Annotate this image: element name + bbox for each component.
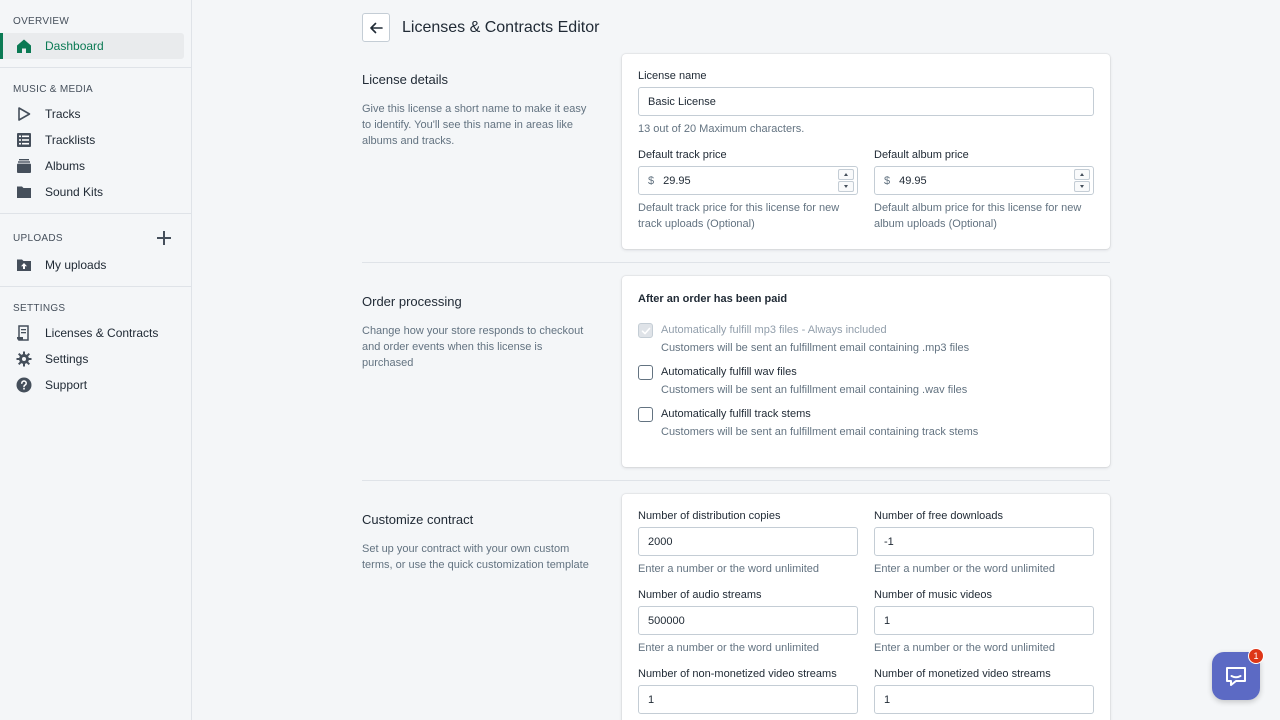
contract-row — [638, 510, 1094, 577]
license-name-input[interactable] — [638, 87, 1094, 116]
sidebar-item-label: Settings — [45, 352, 89, 366]
order-processing-card — [622, 276, 1110, 467]
input-value: -1 — [884, 535, 894, 548]
audio-streams-field — [638, 589, 858, 656]
fulfill-stems-checkbox[interactable] — [638, 407, 653, 422]
help-circle-icon — [16, 377, 32, 393]
chat-icon — [1224, 664, 1248, 688]
sidebar-item-label: Support — [45, 378, 88, 392]
field-label: Number of non-monetized video streams — [638, 668, 837, 680]
gear-icon — [16, 351, 32, 367]
increment-button[interactable] — [838, 169, 854, 180]
decrement-button[interactable] — [1074, 181, 1090, 192]
input-value: 29.95 — [663, 174, 691, 187]
checkbox-label: Automatically fulfill track stems — [661, 408, 811, 420]
sidebar-item-sound-kits[interactable] — [0, 179, 184, 205]
contract-icon — [16, 325, 32, 341]
field-help: Enter a number or the word unlimited — [874, 563, 1055, 575]
section-divider — [362, 480, 1110, 481]
sidebar-item-label: My uploads — [45, 258, 107, 272]
section-title: Order processing — [362, 294, 462, 309]
sidebar-item-label: Tracklists — [45, 133, 96, 147]
free-downloads-field — [874, 510, 1094, 577]
input-value: 1 — [884, 614, 891, 627]
sidebar-heading: MUSIC & MEDIA — [13, 84, 94, 95]
field-label: Number of distribution copies — [638, 510, 781, 522]
field-label: Number of free downloads — [874, 510, 1004, 522]
caret-down-icon — [844, 185, 848, 188]
section-description: Give this license a short name to make it easy to identify. You'll see this name in areas like albums and tracks. — [362, 103, 587, 147]
input-value: 1 — [884, 693, 891, 706]
main-content — [192, 0, 1280, 720]
checkmark-icon — [641, 326, 651, 336]
currency-prefix: $ — [884, 174, 891, 187]
sidebar-item-settings[interactable] — [0, 346, 184, 372]
monetized-video-streams-field — [874, 668, 1094, 714]
increment-button[interactable] — [1074, 169, 1090, 180]
sidebar-item-licenses[interactable] — [0, 320, 184, 346]
sidebar-heading-label: UPLOADS — [13, 232, 63, 244]
upload-icon — [16, 257, 32, 273]
card-heading: After an order has been paid — [638, 293, 788, 305]
section-description: Change how your store responds to checkout and order events when this license is purchased — [362, 325, 584, 369]
checkbox-row — [638, 407, 1094, 422]
fulfill-mp3-checkbox[interactable] — [638, 323, 653, 338]
checkbox-help: Customers will be sent an fulfillment email containing .wav files — [661, 384, 968, 396]
sidebar-item-dashboard[interactable] — [0, 33, 184, 59]
input-value: 500000 — [648, 614, 685, 627]
album-price-column — [874, 149, 1094, 232]
contract-card — [622, 494, 1110, 720]
track-price-column — [638, 149, 858, 232]
input-value: 49.95 — [899, 174, 927, 187]
track-price-stepper — [838, 169, 854, 192]
chat-button[interactable] — [1212, 652, 1260, 700]
decrement-button[interactable] — [838, 181, 854, 192]
audio-streams-input[interactable] — [638, 606, 858, 635]
option-mp3 — [638, 323, 1094, 354]
checkbox-row — [638, 365, 1094, 380]
field-label: Number of music videos — [874, 589, 992, 601]
distribution-copies-field — [638, 510, 858, 577]
home-icon — [16, 38, 32, 54]
field-label: Number of audio streams — [638, 589, 762, 601]
arrow-left-icon — [369, 21, 383, 35]
contract-row — [638, 589, 1094, 656]
album-price-input[interactable] — [874, 166, 1094, 195]
folder-icon — [16, 184, 32, 200]
checkbox-row — [638, 323, 1094, 338]
track-price-help: Default track price for this license for new track uploads (Optional) — [638, 202, 840, 230]
music-videos-field — [874, 589, 1094, 656]
album-price-label: Default album price — [874, 149, 969, 161]
albums-icon — [16, 158, 32, 174]
sidebar-item-tracklists[interactable] — [0, 127, 184, 153]
sidebar-item-albums[interactable] — [0, 153, 184, 179]
price-row — [638, 149, 1094, 232]
sidebar-item-support[interactable] — [0, 372, 184, 398]
section-title: License details — [362, 72, 448, 87]
field-help: Enter a number or the word unlimited — [874, 642, 1055, 654]
license-name-label: License name — [638, 70, 707, 82]
option-wav — [638, 365, 1094, 396]
section-description: Set up your contract with your own custom terms, or use the quick customization template — [362, 543, 589, 571]
checkbox-label: Automatically fulfill mp3 files - Always included — [661, 324, 887, 336]
caret-up-icon — [844, 173, 848, 176]
play-icon — [16, 106, 32, 122]
section-info — [362, 72, 592, 149]
sidebar — [0, 0, 192, 720]
sidebar-heading: SETTINGS — [13, 303, 66, 314]
currency-prefix: $ — [648, 174, 655, 187]
album-price-help: Default album price for this license for new album uploads (Optional) — [874, 202, 1082, 230]
sidebar-item-tracks[interactable] — [0, 101, 184, 127]
section-info — [362, 294, 592, 371]
field-help: Enter a number or the word unlimited — [638, 563, 819, 575]
input-value: 1 — [648, 693, 655, 706]
field-label: Number of monetized video streams — [874, 668, 1051, 680]
notification-badge: 1 — [1248, 648, 1264, 664]
sidebar-item-label: Licenses & Contracts — [45, 326, 159, 340]
music-videos-input[interactable] — [874, 606, 1094, 635]
caret-up-icon — [1080, 173, 1084, 176]
option-stems — [638, 407, 1094, 438]
monetized-video-streams-input[interactable] — [874, 685, 1094, 714]
section-divider — [362, 262, 1110, 263]
list-icon — [16, 132, 32, 148]
field-help: Enter a number or the word unlimited — [638, 642, 819, 654]
sidebar-heading: OVERVIEW — [13, 16, 70, 27]
sidebar-heading — [0, 224, 191, 252]
sidebar-item-label: Albums — [45, 159, 86, 173]
license-details-card — [622, 54, 1110, 249]
distribution-copies-input[interactable] — [638, 527, 858, 556]
sidebar-item-my-uploads[interactable] — [0, 252, 184, 278]
add-upload-icon[interactable] — [156, 230, 172, 246]
sidebar-section-overview — [0, 0, 191, 68]
album-price-stepper — [1074, 169, 1090, 192]
input-value: Basic License — [648, 95, 716, 108]
input-value: 2000 — [648, 535, 673, 548]
sidebar-section-uploads — [0, 214, 191, 287]
section-title: Customize contract — [362, 512, 474, 527]
sidebar-item-label: Dashboard — [45, 39, 104, 53]
free-downloads-input[interactable] — [874, 527, 1094, 556]
checkbox-help: Customers will be sent an fulfillment email containing track stems — [661, 426, 979, 438]
non-monetized-video-streams-field — [638, 668, 858, 714]
sidebar-section-music — [0, 68, 191, 214]
page-header — [362, 13, 599, 42]
sidebar-section-settings — [0, 287, 191, 406]
sidebar-item-label: Tracks — [45, 107, 81, 121]
back-button[interactable] — [362, 13, 390, 42]
page-title: Licenses & Contracts Editor — [402, 18, 600, 36]
license-name-help: 13 out of 20 Maximum characters. — [638, 123, 805, 135]
checkbox-label: Automatically fulfill wav files — [661, 366, 797, 378]
section-info — [362, 512, 592, 573]
checkbox-help: Customers will be sent an fulfillment email containing .mp3 files — [661, 342, 970, 354]
track-price-input[interactable] — [638, 166, 858, 195]
contract-row — [638, 668, 1094, 714]
non-monetized-video-streams-input[interactable] — [638, 685, 858, 714]
fulfill-wav-checkbox[interactable] — [638, 365, 653, 380]
track-price-label: Default track price — [638, 149, 727, 161]
caret-down-icon — [1080, 185, 1084, 188]
sidebar-item-label: Sound Kits — [45, 185, 104, 199]
